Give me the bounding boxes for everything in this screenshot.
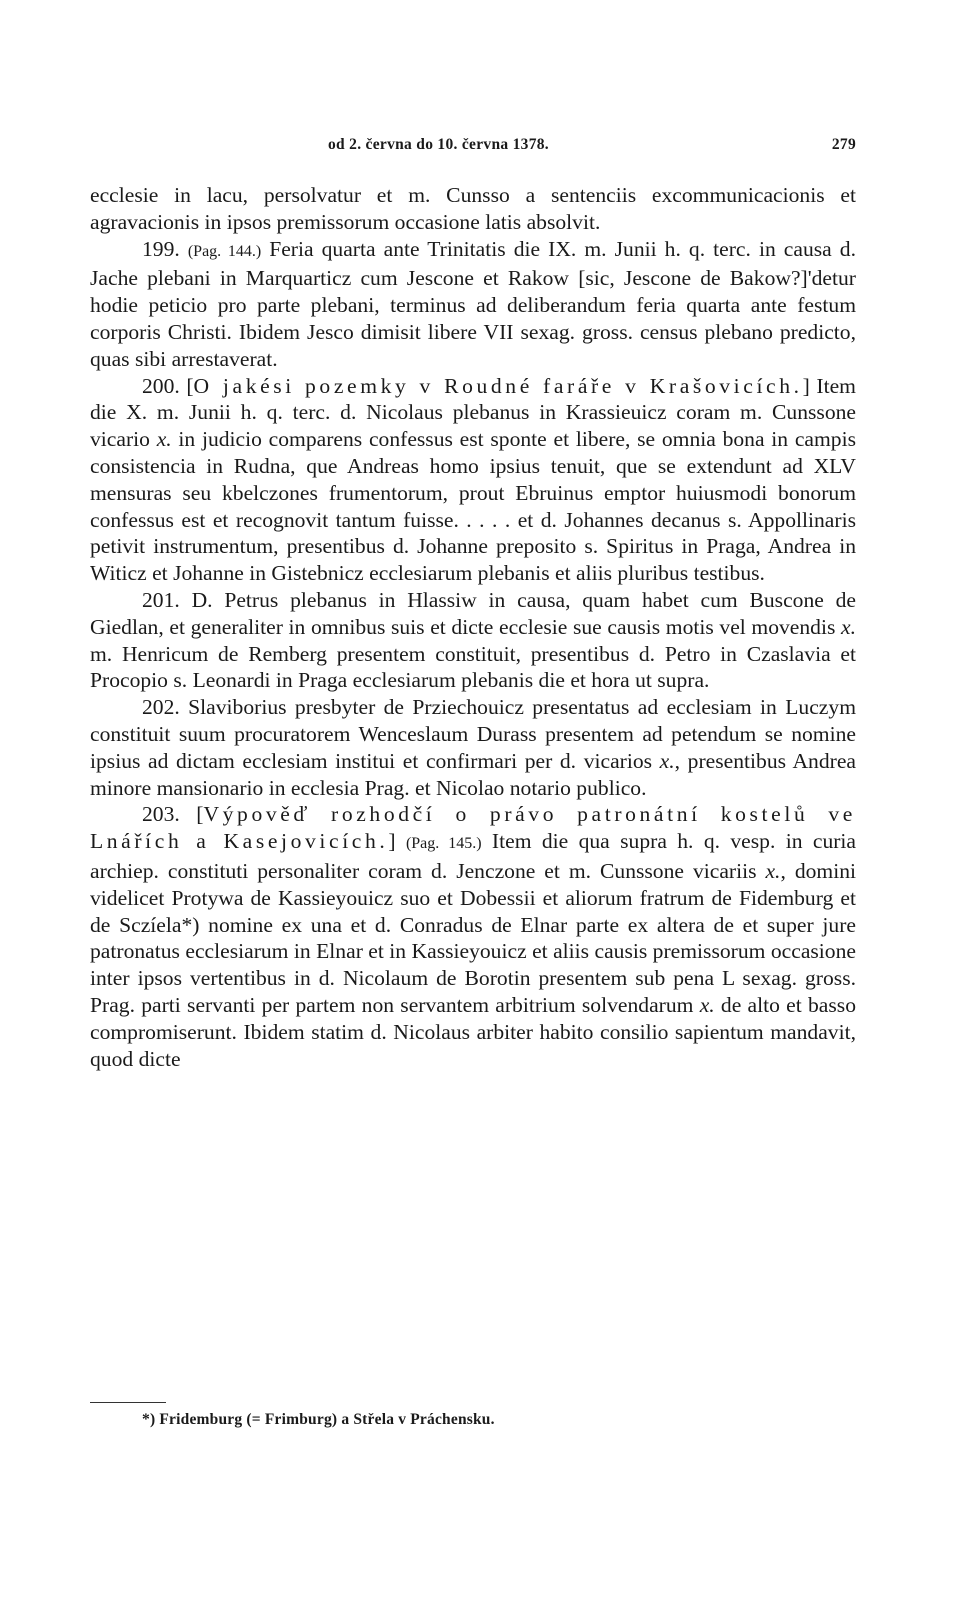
page-content <box>90 130 856 1072</box>
text-run-italic: x. <box>699 992 715 1017</box>
text-run: m. Henricum de Remberg presentem constituit, presentibus d. Petro in Czaslavia et Procopio s. Leonardi in Praga ecclesiarum plebanis die et hora ut supra. <box>90 641 856 693</box>
text-run-spaced: O jakési pozemky v Roudné faráře v Krašovicích. <box>193 373 803 398</box>
text-run: ] Item die X. m. Junii h. q. terc. d. Nicolaus plebanus in Krassieuicz coram m. Cunssone vicario <box>90 373 856 452</box>
text-run: 203. [ <box>142 802 204 827</box>
paragraph-entry-201 <box>90 587 856 694</box>
text-run: de alto et basso compromiserunt. Ibidem statim d. Nicolaus arbiter habito consilio sapientum mandavit, quod dicte <box>90 992 856 1071</box>
text-run: 202. Slaviborius presbyter de Prziechouicz presentatus ad ecclesiam in Luczym constituit suum procuratorem Wenceslaum Durass presentem ad petendum se nomine ipsius ad dictam ecclesiam institui et confirmari per d. vicarios <box>90 695 856 773</box>
paragraph-entry-202 <box>90 694 856 801</box>
text-run: 201. D. Petrus plebanus in Hlassiw in causa, quam habet cum Buscone de Giedlan, et generaliter in omnibus suis et dicte ecclesie sue causis motis vel movendis <box>90 587 856 639</box>
paragraph-entry-199 <box>90 236 856 373</box>
text-run: in judicio comparens confessus est sponte et libere, se omnia bona in campis consistencia in Rudna, que Andreas homo ipsius tenuit, que se extendunt ad XLV mensuras seu kbelczones frumentorum, prout Ebruinus emptor huiusmodi bonorum confessus est et recognovit tantum fuisse. . . . . et d. Johannes decanus s. Appollinaris petivit instrumentum, presentibus d. Johanne preposito s. Spiritus in Praga, Andrea in Witicz et Johanne in Gistebnicz ecclesiarum plebanis et aliis pluribus testibus. <box>90 427 856 586</box>
running-title: od 2. června do 10. června 1378. <box>328 136 549 153</box>
text-run: , presentibus Andrea minore mansionario in ecclesia Prag. et Nicolao notario publico. <box>90 748 856 800</box>
text-run: ] <box>388 829 406 854</box>
text-run-small: (Pag. 145.) <box>405 835 482 853</box>
text-run-italic: x. <box>659 748 675 773</box>
paragraph-entry-200 <box>90 373 856 587</box>
text-run: , domini videlicet Protywa de Kassieyouicz suo et Dobessii et aliorum fratrum de Fidemburg et de Sczíela*) nomine ex una et d. Conradus de Elnar parte ex altera de et super jure patronatus ecclesiarum in Elnar et in Kassieyouicz et aliis causis premissorum occasione inter ipsos vertentibus in d. Nicolaum de Borotin presentem sub pena L sexag. gross. Prag. parti servanti per partem non servantem arbitrium solvendarum <box>90 858 856 1017</box>
text-run: 200. [ <box>142 373 194 398</box>
text-run-spaced: Výpověď rozhodčí o právo patronátní kostelů ve Lnářích a Kasejovicích. <box>90 802 856 854</box>
text-run-italic: x. <box>841 614 856 639</box>
text-run-italic: x. <box>156 427 172 452</box>
running-header <box>90 130 856 160</box>
text-run: Item die qua supra h. q. vesp. in curia archiep. constituti personaliter coram d. Jenczone et m. Cunssone vicariis <box>90 829 857 883</box>
paragraph-entry-203 <box>90 801 856 1072</box>
paragraph <box>90 182 856 236</box>
text-run-italic: x. <box>765 858 781 883</box>
body-text <box>90 182 856 1072</box>
text-run-small: (Pag. 144.) <box>187 242 262 260</box>
footnote: *) Fridemburg (= Frimburg) a Střela v Práchensku. <box>142 1411 495 1428</box>
page-number: 279 <box>831 136 856 153</box>
text-run: ecclesie in lacu, persolvatur et m. Cunsso a sentenciis excommunicacionis et agravacionis in ipsos premissorum occasione latis absolvit. <box>90 183 856 234</box>
text-run: 199. <box>142 236 188 261</box>
text-run: Feria quarta ante Trinitatis die IX. m. Junii h. q. terc. in causa d. Jache plebani in Marquarticz cum Jescone et Rakow [sic, Jescone de Bakow?]'detur hodie peticio pro parte plebani, terminus ad deliberandum feria quarta ante festum corporis Christi. Ibidem Jesco dimisit libere VII sexag. gross. census plebano predicto, quas sibi arrestaverat. <box>90 236 857 371</box>
footnote-rule <box>90 1402 166 1403</box>
